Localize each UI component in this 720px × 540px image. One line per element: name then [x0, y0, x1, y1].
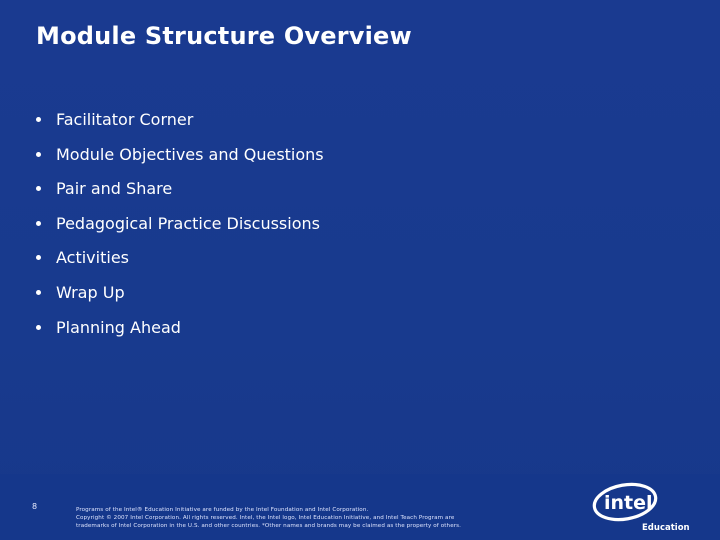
bullet-text: Pair and Share	[56, 179, 173, 199]
bullet-text: Module Objectives and Questions	[56, 144, 324, 164]
bullet-text: Wrap Up	[56, 282, 125, 302]
logo-wordmark: intel	[604, 492, 653, 514]
legal-text	[76, 506, 566, 530]
footer	[0, 474, 720, 540]
intel-swoosh-icon	[592, 480, 662, 526]
legal-line: Programs of the Intel® Education Initiative are funded by the Intel Foundation and Intel Corporation.	[76, 507, 369, 513]
slide-title: Module Structure Overview	[36, 22, 412, 50]
list-item	[36, 210, 324, 245]
bullet-text: Activities	[56, 248, 129, 268]
legal-line: trademarks of Intel Corporation in the U.S. and other countries. *Other names and brands may be claimed as the property of others.	[76, 523, 462, 529]
bullet-dot-icon	[36, 117, 41, 122]
bullet-text: Planning Ahead	[56, 317, 181, 337]
page-number: 8	[32, 502, 38, 511]
bullet-text: Facilitator Corner	[56, 110, 194, 129]
bullet-dot-icon	[36, 186, 41, 191]
bullet-text: Pedagogical Practice Discussions	[56, 213, 320, 233]
bullet-list	[36, 106, 324, 348]
logo-subtext: Education	[642, 523, 690, 533]
legal-line: Copyright © 2007 Intel Corporation. All rights reserved. Intel, the Intel logo, Intel Education Initiative, and Intel Teach Program are	[76, 515, 455, 521]
bullet-dot-icon	[36, 221, 41, 226]
list-item	[36, 175, 324, 210]
list-item	[36, 106, 324, 141]
bullet-dot-icon	[36, 325, 41, 330]
bullet-dot-icon	[36, 290, 41, 295]
list-item	[36, 244, 324, 279]
list-item	[36, 314, 324, 349]
bullet-dot-icon	[36, 255, 41, 260]
list-item	[36, 279, 324, 314]
list-item	[36, 141, 324, 176]
bullet-dot-icon	[36, 152, 41, 157]
intel-logo	[592, 480, 692, 536]
